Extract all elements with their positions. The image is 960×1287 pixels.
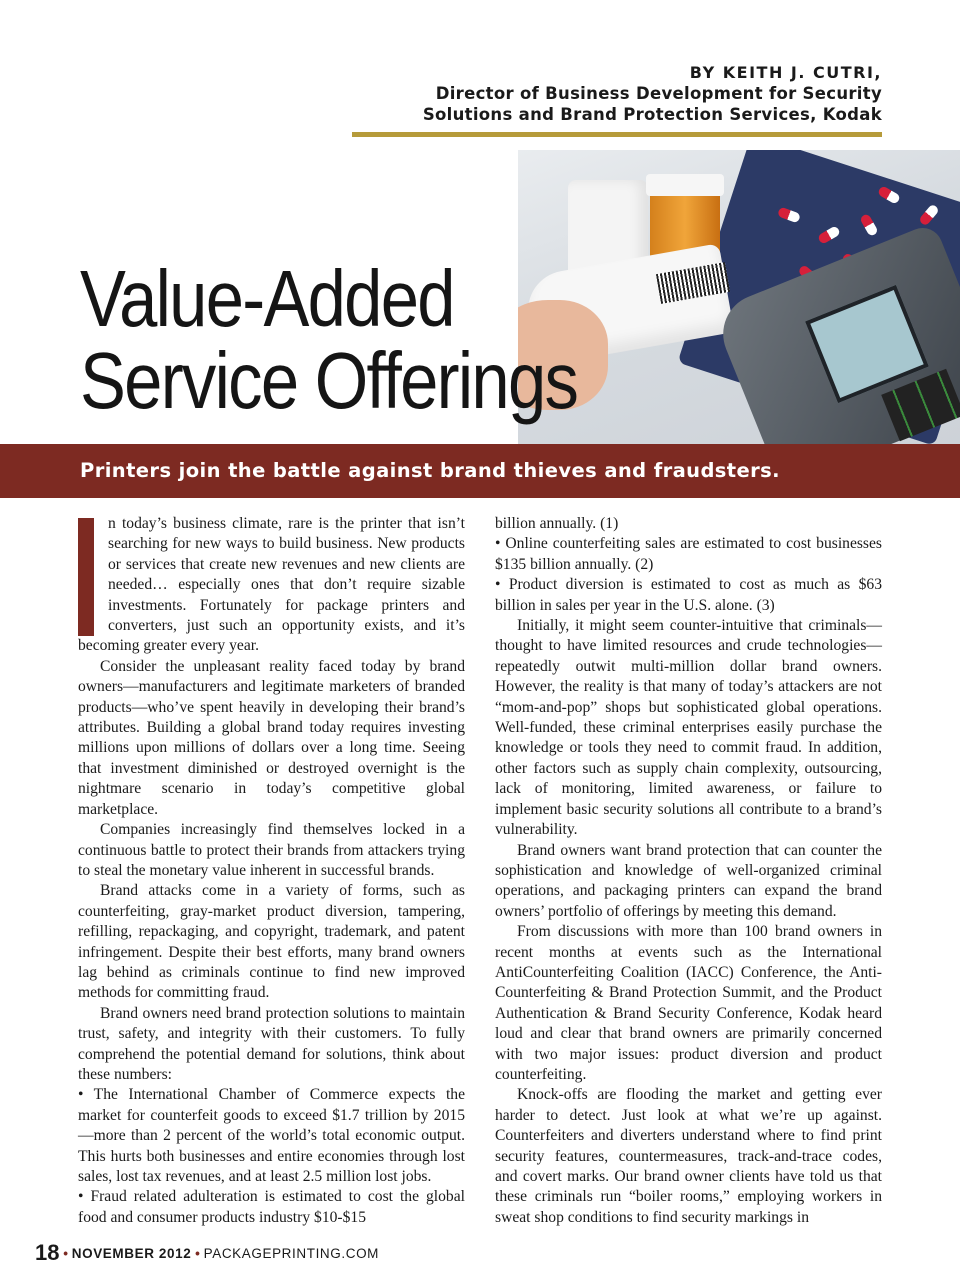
title-line-1: Value-Added [80,254,454,343]
separator-dot: • [63,1246,68,1261]
body-paragraph: Brand owners want brand protection that can counter the sophistication and knowledge of well-organized criminal operations, and packaging printers can expand the brand owners’ portfolio of offerings by meeting this demand. [495,841,882,920]
article-title [80,254,578,425]
body-column-right [495,514,882,1228]
body-column-left [78,514,465,1228]
separator-dot: • [195,1246,200,1261]
body-paragraph: Initially, it might seem counter-intuitive that criminals—thought to have limited resources and crude technologies—repeatedly outwit multi-million dollar brand owners. However, the reality is that many of today’s attackers are not “mom-and-pop” shops but sophisticated global operations. Well-funded, these criminal enterprises easily purchase the knowledge or tools they need to commit fraud. In addition, other factors such as supply chain complexity, outsourcing, lack of monitoring, limited awareness, or failure to implement basic security solutions all contribute to a brand’s vulnerability. [495,617,882,839]
body-paragraph: From discussions with more than 100 brand owners in recent months at events such as the International AntiCounterfeiting Coalition (IACC) Conference, the Anti-Counterfeiting & Brand Protection Summit, and the Product Authentication & Brand Security Conference, Kodak heard loud and clear that brand owners are primarily concerned with two major issues: product diversion and product counterfeiting. [495,923,882,1083]
intro-text: n today’s business climate, rare is the printer that isn’t searching for new ways to build business. New products or services that create new revenues and new clients are needed… especially ones that don’t require sizable investments. Fortunately for package printers and converters, just such an opportunity exists, and it’s becoming greater every year. [78,515,465,655]
body-paragraph: Brand attacks come in a variety of forms, such as counterfeiting, gray-market product diversion, tampering, refilling, repackaging, and copyright, trademark, and patent infringement. Despite their best efforts, many brand owners lag behind as criminals continue to find new improved methods for committing fraud. [78,882,465,1002]
dropcap-bar [78,518,94,636]
issue-date: NOVEMBER 2012 [71,1246,192,1261]
page-footer [35,1240,379,1266]
body-paragraph: Companies increasingly find themselves locked in a continuous battle to protect their brands from attackers trying to steal the monetary value inherent in successful brands. [78,821,465,879]
hero-photo-pills-bottles-scanner [518,150,960,444]
bullet-paragraph: • The International Chamber of Commerce expects the market for counterfeit goods to exceed $1.7 trillion by 2015—more than 2 percent of the world’s total economic output. This hurts both businesses and entire economies through lost sales, lost tax revenues, and at least 2.5 million lost jobs. [78,1086,465,1185]
subtitle-banner [0,444,960,498]
byline-author: BY KEITH J. CUTRI, [689,63,882,82]
title-line-2: Service Offerings [80,336,578,425]
body-paragraph: Brand owners need brand protection solutions to maintain trust, safety, and integrity with their customers. To fully comprehend the potential demand for solutions, think about these numbers: [78,1004,465,1083]
bullet-paragraph: • Online counterfeiting sales are estimated to cost businesses $135 billion annually. (2) [495,535,882,573]
body-paragraph: Consider the unpleasant reality faced today by brand owners—manufacturers and legitimate marketers of branded products—who’ve spent heavily in developing their brand’s attributes. Building a global brand today requires investing millions upon millions of dollars over a long time. Seeing that investment diminished or destroyed overnight is the nightmare scenario in today’s competitive global marketplace. [78,657,465,818]
continuation-line: billion annually. (1) [495,515,619,532]
article-subtitle: Printers join the battle against brand thieves and fraudsters. [80,459,780,482]
byline-role-line-1: Director of Business Development for Security [435,84,882,103]
gold-rule [352,132,882,137]
body-paragraph: Knock-offs are flooding the market and getting ever harder to detect. Just look at what we’re up against. Counterfeiters and diverters understand where to find print security features, countermeasures, track-and-trace codes, and covert marks. Our brand owner clients have told us that these criminals run “boiler rooms,” employing workers in sweat shop conditions to find security markings in [495,1086,882,1226]
page-number: 18 [35,1240,60,1265]
bullet-paragraph: • Product diversion is estimated to cost as much as $63 billion in sales per year in the U.S. alone. (3) [495,576,882,614]
byline [182,62,882,125]
bullet-paragraph: • Fraud related adulteration is estimated to cost the global food and consumer products industry $10-$15 [78,1188,465,1226]
intro-paragraph [78,514,465,657]
byline-role-line-2: Solutions and Brand Protection Services, Kodak [422,105,882,124]
website: PACKAGEPRINTING.COM [203,1246,380,1261]
